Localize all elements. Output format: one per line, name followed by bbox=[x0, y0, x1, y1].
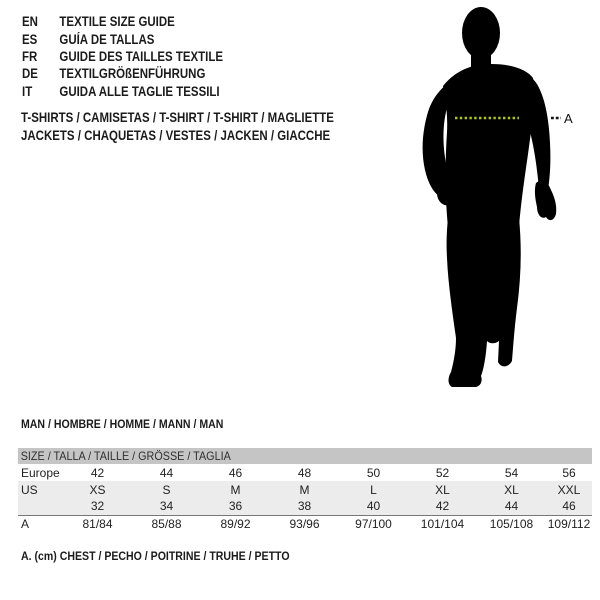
cell: 105/108 bbox=[477, 515, 546, 532]
cell: 93/96 bbox=[270, 515, 339, 532]
table-header-label: SIZE / TALLA / TAILLE / GRÖSSE / TAGLIA bbox=[20, 449, 231, 463]
cell: 52 bbox=[435, 465, 450, 480]
language-row bbox=[22, 65, 223, 82]
cell: M bbox=[201, 481, 270, 498]
row-label: A bbox=[18, 515, 63, 532]
cell: 44 bbox=[159, 465, 174, 480]
cell: 42 bbox=[408, 498, 477, 515]
cell: 101/104 bbox=[408, 515, 477, 532]
category-list bbox=[21, 109, 403, 144]
category-jackets: JACKETS / CHAQUETAS / VESTES / JACKEN / GIACCHE bbox=[21, 126, 331, 143]
table-row-europe bbox=[18, 464, 592, 481]
language-title: TEXTILGRÖßENFÜHRUNG bbox=[59, 66, 206, 82]
language-row bbox=[22, 48, 223, 65]
man-silhouette bbox=[423, 7, 557, 387]
language-row bbox=[22, 83, 223, 100]
man-silhouette-figure bbox=[405, 0, 600, 400]
measure-label-a: A bbox=[564, 111, 573, 126]
cell: M bbox=[270, 481, 339, 498]
cell: S bbox=[132, 481, 201, 498]
measurement-footnote: A. (cm) CHEST / PECHO / POITRINE / TRUHE / PETTO bbox=[21, 549, 290, 563]
language-code: DE bbox=[22, 66, 38, 82]
cell: XL bbox=[408, 481, 477, 498]
cell: 36 bbox=[201, 498, 270, 515]
language-title: GUIDA ALLE TAGLIE TESSILI bbox=[59, 83, 220, 99]
cell: L bbox=[339, 481, 408, 498]
table-header-row bbox=[18, 448, 592, 464]
size-table bbox=[18, 448, 592, 532]
cell: 38 bbox=[270, 498, 339, 515]
cell: 34 bbox=[132, 498, 201, 515]
cell: 48 bbox=[297, 465, 312, 480]
cell: 97/100 bbox=[339, 515, 408, 532]
cell: 42 bbox=[90, 465, 105, 480]
cell: 44 bbox=[477, 498, 546, 515]
cell: 40 bbox=[339, 498, 408, 515]
language-title: GUÍA DE TALLAS bbox=[59, 31, 155, 47]
table-row-chest-cm bbox=[18, 515, 592, 532]
cell: 32 bbox=[63, 498, 132, 515]
language-code: FR bbox=[22, 48, 38, 64]
cell: 81/84 bbox=[63, 515, 132, 532]
cell: 85/88 bbox=[132, 515, 201, 532]
language-code: EN bbox=[22, 14, 38, 30]
language-row bbox=[22, 30, 223, 47]
cell: XXL bbox=[546, 481, 592, 498]
language-code: ES bbox=[22, 31, 38, 47]
row-label: Europe bbox=[21, 465, 60, 480]
cell: 89/92 bbox=[201, 515, 270, 532]
cell: 46 bbox=[228, 465, 243, 480]
table-row-us bbox=[18, 481, 592, 498]
cell: 109/112 bbox=[547, 516, 591, 531]
cell: 50 bbox=[366, 465, 381, 480]
language-code: IT bbox=[22, 83, 33, 99]
language-title: TEXTILE SIZE GUIDE bbox=[59, 14, 175, 30]
language-title: GUIDE DES TAILLES TEXTILE bbox=[59, 48, 224, 64]
language-title-list bbox=[22, 13, 259, 100]
category-tshirts: T-SHIRTS / CAMISETAS / T-SHIRT / T-SHIRT / MAGLIETTE bbox=[21, 109, 334, 125]
language-row bbox=[22, 13, 223, 30]
cell: XL bbox=[477, 481, 546, 498]
row-label bbox=[18, 498, 63, 515]
cell: XS bbox=[63, 481, 132, 498]
section-title-man: MAN / HOMBRE / HOMME / MANN / MAN bbox=[21, 417, 224, 431]
row-label: US bbox=[18, 481, 63, 498]
table-row-alt-size bbox=[18, 498, 592, 515]
cell: 54 bbox=[504, 465, 519, 480]
cell: 46 bbox=[546, 498, 592, 515]
cell: 56 bbox=[562, 465, 576, 480]
